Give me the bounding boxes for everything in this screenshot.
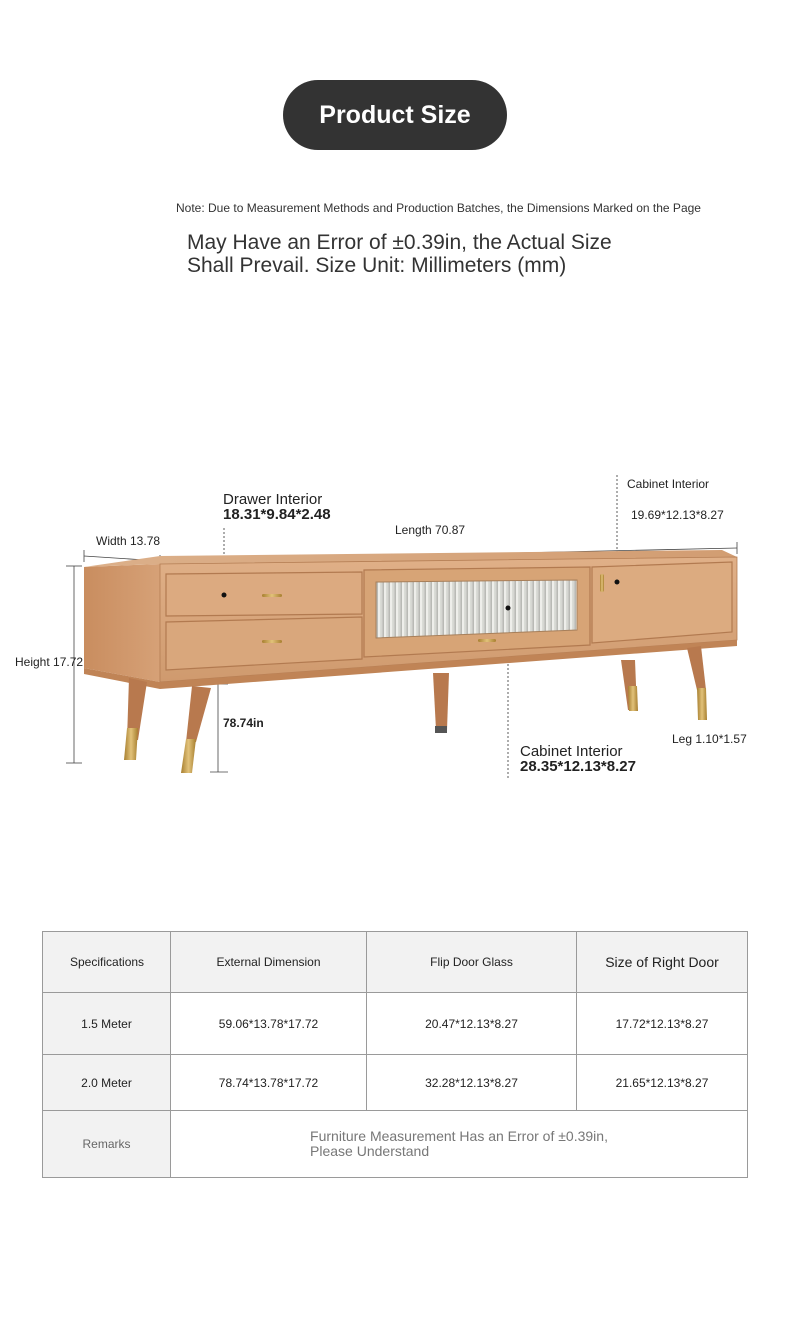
section-title [283, 80, 507, 150]
row-flip-door-glass: 20.47*12.13*8.27 [367, 993, 577, 1055]
table-row [43, 1055, 748, 1111]
leg-size-label: Leg 1.10*1.57 [672, 732, 747, 746]
right-cabinet-interior-title: Cabinet Interior [627, 477, 710, 491]
table-row [43, 993, 748, 1055]
measurement-note-detail [187, 231, 612, 277]
section-title-text: Product Size [319, 100, 471, 129]
right-cabinet-interior-dims: 19.69*12.13*8.27 [631, 508, 724, 522]
row-right-door-size: 17.72*12.13*8.27 [577, 993, 748, 1055]
row-flip-door-glass: 32.28*12.13*8.27 [367, 1055, 577, 1111]
row-external-dimension: 78.74*13.78*17.72 [171, 1055, 367, 1111]
header-right-door-size: Size of Right Door [577, 932, 748, 993]
drawer-interior-dims: 18.31*9.84*2.48 [223, 506, 331, 523]
drawer-interior-title: Drawer Interior [223, 491, 323, 508]
remarks-line-1: Furniture Measurement Has an Error of ±0.39in, [310, 1128, 608, 1144]
product-dimension-diagram [0, 460, 790, 800]
remarks-label: Remarks [43, 1111, 171, 1178]
measurement-note: Note: Due to Measurement Methods and Production Batches, the Dimensions Marked on the Page [176, 201, 701, 215]
row-spec-label: 1.5 Meter [43, 993, 171, 1055]
row-external-dimension: 59.06*13.78*17.72 [171, 993, 367, 1055]
remarks-text [310, 1129, 608, 1159]
header-flip-door-glass: Flip Door Glass [367, 932, 577, 993]
table-remarks-row [43, 1111, 748, 1178]
note-line-1: May Have an Error of ±0.39in, the Actual Size [187, 231, 612, 254]
note-line-2: Shall Prevail. Size Unit: Millimeters (mm) [187, 254, 567, 277]
header-specifications: Specifications [43, 932, 171, 993]
leg-height-label: 78.74in [223, 716, 264, 730]
center-cabinet-interior-dims: 28.35*12.13*8.27 [520, 758, 636, 775]
size-specification-table [42, 931, 748, 1178]
center-cabinet-interior-title: Cabinet Interior [520, 743, 623, 760]
row-right-door-size: 21.65*12.13*8.27 [577, 1055, 748, 1111]
length-label: Length 70.87 [395, 523, 466, 537]
width-label: Width 13.78 [96, 534, 161, 548]
remarks-cell [171, 1111, 748, 1178]
height-label: Height 17.72 [15, 655, 84, 669]
remarks-line-2: Please Understand [310, 1143, 430, 1159]
table-header-row [43, 932, 748, 993]
header-external-dimension: External Dimension [171, 932, 367, 993]
row-spec-label: 2.0 Meter [43, 1055, 171, 1111]
